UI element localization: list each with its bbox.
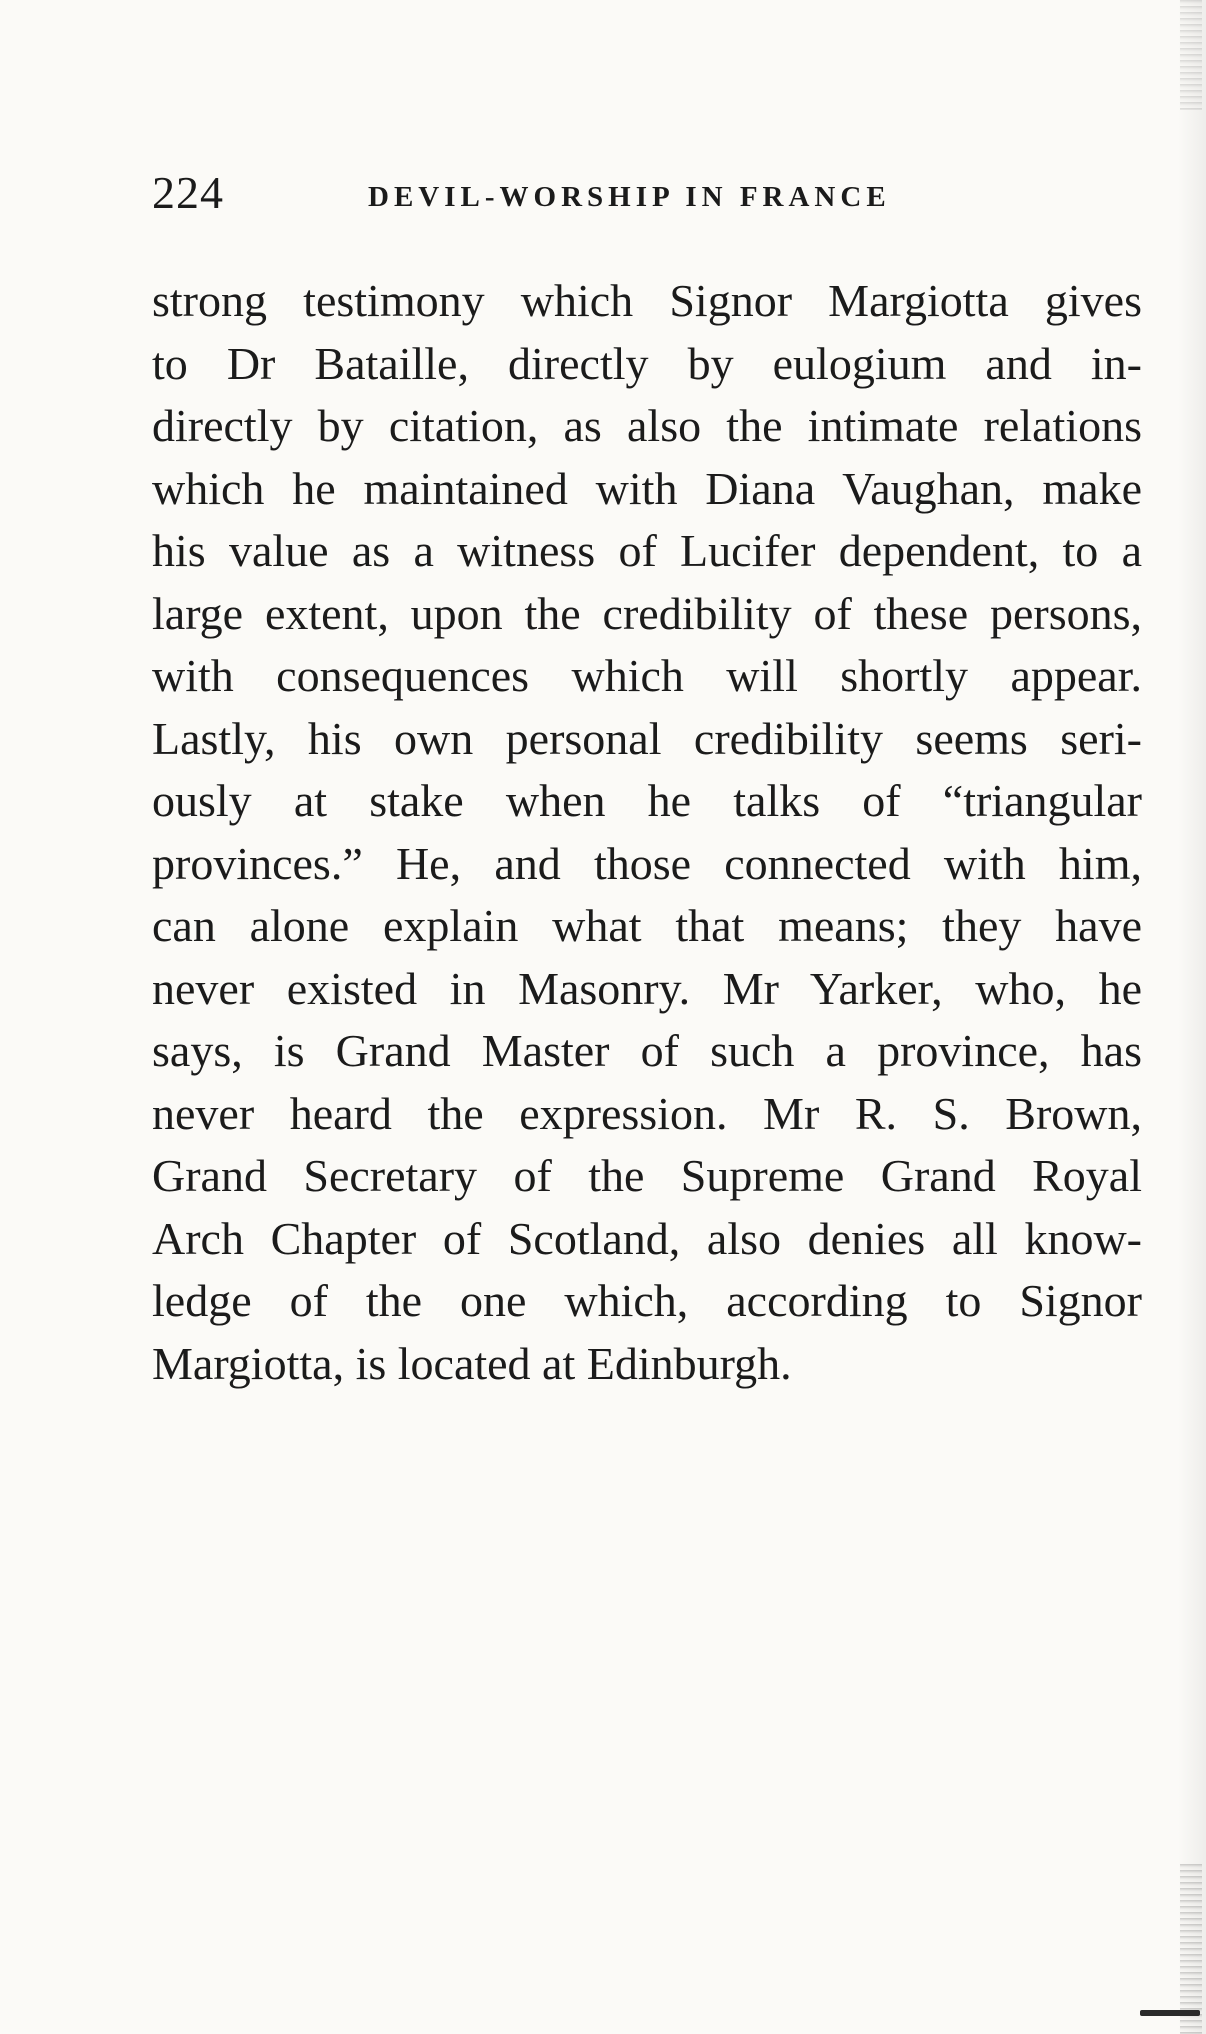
page-edge-wear-top [1180,0,1202,110]
text-line: directly by citation, as also the intimate relations [152,400,1142,451]
text-line: strong testimony which Signor Margiotta gives [152,275,1142,326]
text-line: Lastly, his own personal credibility seems seri- [152,712,1142,764]
text-line: large extent, upon the credibility of these persons, [152,587,1142,639]
text-line: never existed in Masonry. Mr Yarker, who, he [152,962,1142,1014]
text-line: to Dr Bataille, directly by eulogium and in- [152,337,1142,389]
page-corner-mark [1140,2010,1200,2016]
text-line: his value as a witness of Lucifer dependent, to a [152,525,1142,576]
text-line: with consequences which will shortly appear. [152,650,1142,701]
page-edge-wear-bottom [1180,1864,1202,2034]
text-line: can alone explain what that means; they have [152,900,1142,951]
page-edge-shadow [1178,0,1206,2034]
text-line: Arch Chapter of Scotland, also denies all know- [152,1212,1142,1264]
text-line: which he maintained with Diana Vaughan, make [152,462,1142,514]
running-head: DEVIL-WORSHIP IN FRANCE [368,181,891,213]
text-line: ledge of the one which, according to Signor [152,1275,1142,1326]
text-line: says, is Grand Master of such a province, has [152,1025,1142,1076]
text-line: Grand Secretary of the Supreme Grand Royal [152,1150,1142,1201]
page-number: 224 [152,167,224,218]
text-line: provinces.” He, and those connected with him, [152,837,1142,889]
page-header [152,167,1132,230]
text-line: ously at stake when he talks of “triangular [152,775,1142,826]
body-text [152,270,1142,1395]
text-line-last: Margiotta, is located at Edinburgh. [152,1337,792,1389]
text-line: never heard the expression. Mr R. S. Brown, [152,1087,1142,1139]
